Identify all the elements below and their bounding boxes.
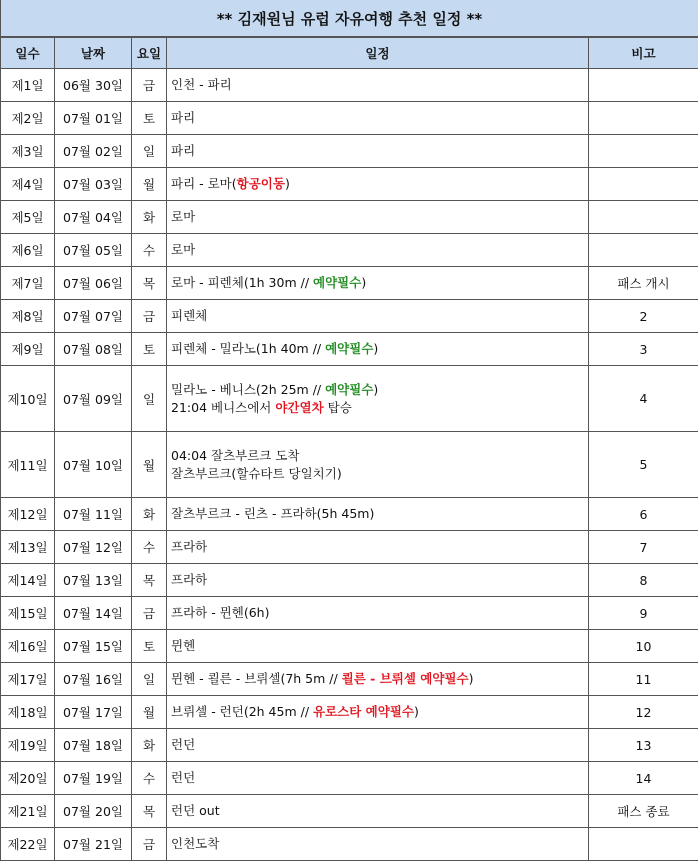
cell-date[interactable]: 07월 02일 [55,135,132,168]
cell-schedule[interactable] [167,828,589,861]
schedule-text: 04:04 잘츠부르크 도착 [171,448,300,463]
cell-weekday[interactable]: 일 [132,366,167,432]
cell-note[interactable] [589,135,698,168]
cell-weekday[interactable]: 금 [132,300,167,333]
cell-day[interactable]: 제3일 [1,135,55,168]
cell-note[interactable]: 패스 종료 [589,795,698,828]
schedule-text: 뮌헨 - 쾰른 - 브뤼셀(7h 5m // [171,671,342,686]
cell-day[interactable]: 제7일 [1,267,55,300]
cell-schedule[interactable] [167,564,589,597]
cell-weekday[interactable]: 일 [132,135,167,168]
header-weekday[interactable]: 요일 [132,38,167,69]
schedule-line [171,241,588,259]
table-row [1,762,698,795]
schedule-text: 파리 [171,143,195,158]
schedule-line [171,571,588,589]
schedule-text: ) [373,382,378,397]
cell-weekday[interactable]: 목 [132,267,167,300]
schedule-line [171,274,588,292]
cell-note[interactable] [589,168,698,201]
cell-day[interactable]: 제5일 [1,201,55,234]
schedule-line [171,109,588,127]
schedule-text: ) [373,341,378,356]
cell-schedule[interactable] [167,630,589,663]
cell-date[interactable]: 07월 13일 [55,564,132,597]
cell-weekday[interactable]: 화 [132,201,167,234]
cell-schedule[interactable] [167,498,589,531]
schedule-line [171,835,588,853]
cell-schedule[interactable] [167,267,589,300]
schedule-text: 로마 [171,242,195,257]
schedule-text: 잘츠부르크(할슈타트 당일치기) [171,466,342,481]
table-row [1,663,698,696]
cell-schedule[interactable] [167,366,589,432]
cell-date[interactable]: 07월 11일 [55,498,132,531]
schedule-line [171,505,588,523]
cell-weekday[interactable]: 토 [132,630,167,663]
schedule-text: 프라하 [171,572,207,587]
table-row [1,69,698,102]
cell-schedule[interactable] [167,696,589,729]
cell-weekday[interactable]: 월 [132,432,167,498]
cell-weekday[interactable]: 수 [132,762,167,795]
cell-day[interactable]: 제20일 [1,762,55,795]
schedule-text: 피렌체 - 밀라노(1h 40m // [171,341,325,356]
cell-day[interactable]: 제18일 [1,696,55,729]
schedule-highlight: 예약필수 [325,382,373,397]
cell-weekday[interactable]: 토 [132,102,167,135]
schedule-line [171,381,588,399]
cell-note[interactable]: 10 [589,630,698,663]
schedule-text: 인천도착 [171,836,219,851]
cell-note[interactable]: 패스 개시 [589,267,698,300]
schedule-text: ) [469,671,474,686]
cell-date[interactable]: 07월 21일 [55,828,132,861]
cell-note[interactable]: 7 [589,531,698,564]
table-row [1,267,698,300]
cell-weekday[interactable]: 일 [132,663,167,696]
schedule-highlight: 항공이동 [237,176,285,191]
schedule-line [171,604,588,622]
cell-date[interactable]: 07월 01일 [55,102,132,135]
cell-date[interactable]: 07월 03일 [55,168,132,201]
table-row [1,795,698,828]
table-row [1,564,698,597]
table-row [1,597,698,630]
cell-note[interactable]: 6 [589,498,698,531]
schedule-line [171,447,588,465]
cell-note[interactable]: 13 [589,729,698,762]
cell-day[interactable]: 제22일 [1,828,55,861]
cell-date[interactable]: 07월 20일 [55,795,132,828]
table-row [1,630,698,663]
cell-schedule[interactable] [167,597,589,630]
cell-day[interactable]: 제12일 [1,498,55,531]
schedule-line [171,637,588,655]
schedule-line [171,802,588,820]
cell-date[interactable]: 07월 10일 [55,432,132,498]
cell-day[interactable]: 제10일 [1,366,55,432]
header-schedule[interactable]: 일정 [167,38,589,69]
cell-day[interactable]: 제2일 [1,102,55,135]
cell-day[interactable]: 제6일 [1,234,55,267]
cell-date[interactable]: 07월 07일 [55,300,132,333]
sheet-title: ** 김재원님 유럽 자유여행 추천 일정 ** [0,0,698,37]
table-row [1,234,698,267]
table-row [1,696,698,729]
cell-day[interactable]: 제1일 [1,69,55,102]
cell-schedule[interactable] [167,432,589,498]
schedule-line [171,340,588,358]
cell-schedule[interactable] [167,201,589,234]
cell-date[interactable]: 06월 30일 [55,69,132,102]
table-row [1,531,698,564]
schedule-highlight: 예약필수 [325,341,373,356]
cell-day[interactable]: 제9일 [1,333,55,366]
cell-weekday[interactable]: 월 [132,696,167,729]
cell-weekday[interactable]: 목 [132,795,167,828]
cell-day[interactable]: 제21일 [1,795,55,828]
cell-schedule[interactable] [167,663,589,696]
schedule-highlight: 예약필수 [313,275,361,290]
cell-note[interactable]: 9 [589,597,698,630]
cell-day[interactable]: 제16일 [1,630,55,663]
table-row [1,168,698,201]
schedule-highlight: 쾰른 - 브뤼셀 예약필수 [342,671,469,686]
cell-note[interactable]: 8 [589,564,698,597]
cell-note[interactable]: 12 [589,696,698,729]
schedule-text: 잘츠부르크 - 린츠 - 프라하(5h 45m) [171,506,374,521]
cell-schedule[interactable] [167,333,589,366]
cell-weekday[interactable]: 금 [132,69,167,102]
cell-note[interactable] [589,234,698,267]
schedule-line [171,399,588,417]
cell-date[interactable]: 07월 14일 [55,597,132,630]
schedule-text: 21:04 베니스에서 [171,400,275,415]
schedule-text: 파리 - 로마( [171,176,237,191]
cell-schedule[interactable] [167,102,589,135]
schedule-text: 피렌체 [171,308,207,323]
cell-date[interactable]: 07월 06일 [55,267,132,300]
schedule-text: 런던 out [171,803,220,818]
schedule-line [171,703,588,721]
cell-note[interactable]: 14 [589,762,698,795]
cell-note[interactable]: 4 [589,366,698,432]
cell-date[interactable]: 07월 16일 [55,663,132,696]
cell-note[interactable]: 3 [589,333,698,366]
schedule-line [171,670,588,688]
cell-note[interactable]: 2 [589,300,698,333]
cell-schedule[interactable] [167,135,589,168]
cell-schedule[interactable] [167,729,589,762]
cell-weekday[interactable]: 월 [132,168,167,201]
schedule-line [171,142,588,160]
header-date[interactable]: 날짜 [55,38,132,69]
itinerary-rows [1,69,698,861]
cell-day[interactable]: 제13일 [1,531,55,564]
cell-note[interactable] [589,102,698,135]
cell-day[interactable]: 제14일 [1,564,55,597]
cell-day[interactable]: 제19일 [1,729,55,762]
cell-date[interactable]: 07월 04일 [55,201,132,234]
schedule-line [171,307,588,325]
cell-weekday[interactable]: 수 [132,234,167,267]
cell-day[interactable]: 제4일 [1,168,55,201]
table-row [1,828,698,861]
cell-note[interactable] [589,828,698,861]
schedule-text: ) [285,176,290,191]
cell-schedule[interactable] [167,234,589,267]
cell-note[interactable]: 5 [589,432,698,498]
cell-weekday[interactable]: 수 [132,531,167,564]
cell-date[interactable]: 07월 17일 [55,696,132,729]
schedule-text: 프라하 - 뮌헨(6h) [171,605,269,620]
table-row [1,102,698,135]
cell-date[interactable]: 07월 09일 [55,366,132,432]
schedule-text: ) [414,704,419,719]
table-row [1,432,698,498]
schedule-text: 인천 - 파리 [171,77,232,92]
cell-day[interactable]: 제15일 [1,597,55,630]
cell-day[interactable]: 제11일 [1,432,55,498]
schedule-line [171,208,588,226]
cell-weekday[interactable]: 목 [132,564,167,597]
cell-date[interactable]: 07월 05일 [55,234,132,267]
schedule-line [171,76,588,94]
cell-schedule[interactable] [167,69,589,102]
table-row [1,135,698,168]
schedule-text: 탑승 [324,400,352,415]
cell-day[interactable]: 제17일 [1,663,55,696]
schedule-text: ) [361,275,366,290]
cell-date[interactable]: 07월 15일 [55,630,132,663]
schedule-line [171,769,588,787]
header-day[interactable]: 일수 [1,38,55,69]
schedule-text: 런던 [171,737,195,752]
schedule-highlight: 야간열차 [275,400,323,415]
schedule-line [171,175,588,193]
schedule-text: 뮌헨 [171,638,195,653]
cell-note[interactable]: 11 [589,663,698,696]
cell-schedule[interactable] [167,762,589,795]
cell-note[interactable] [589,69,698,102]
cell-date[interactable]: 07월 18일 [55,729,132,762]
cell-date[interactable]: 07월 08일 [55,333,132,366]
cell-note[interactable] [589,201,698,234]
cell-weekday[interactable]: 토 [132,333,167,366]
cell-weekday[interactable]: 금 [132,597,167,630]
table-row [1,498,698,531]
cell-date[interactable]: 07월 19일 [55,762,132,795]
schedule-text: 파리 [171,110,195,125]
schedule-text: 밀라노 - 베니스(2h 25m // [171,382,325,397]
table-row [1,333,698,366]
schedule-line [171,538,588,556]
cell-schedule[interactable] [167,300,589,333]
cell-schedule[interactable] [167,795,589,828]
schedule-line [171,465,588,483]
schedule-text: 브뤼셀 - 런던(2h 45m // [171,704,313,719]
cell-schedule[interactable] [167,531,589,564]
cell-date[interactable]: 07월 12일 [55,531,132,564]
cell-weekday[interactable]: 금 [132,828,167,861]
header-row [1,38,698,69]
itinerary-table [0,37,698,861]
schedule-text: 프라하 [171,539,207,554]
cell-schedule[interactable] [167,168,589,201]
header-note[interactable]: 비고 [589,38,698,69]
schedule-text: 런던 [171,770,195,785]
table-row [1,201,698,234]
table-row [1,729,698,762]
cell-weekday[interactable]: 화 [132,498,167,531]
schedule-highlight: 유로스타 예약필수 [313,704,414,719]
table-row [1,366,698,432]
cell-weekday[interactable]: 화 [132,729,167,762]
schedule-text: 로마 [171,209,195,224]
schedule-line [171,736,588,754]
table-row [1,300,698,333]
schedule-text: 로마 - 피렌체(1h 30m // [171,275,313,290]
cell-day[interactable]: 제8일 [1,300,55,333]
